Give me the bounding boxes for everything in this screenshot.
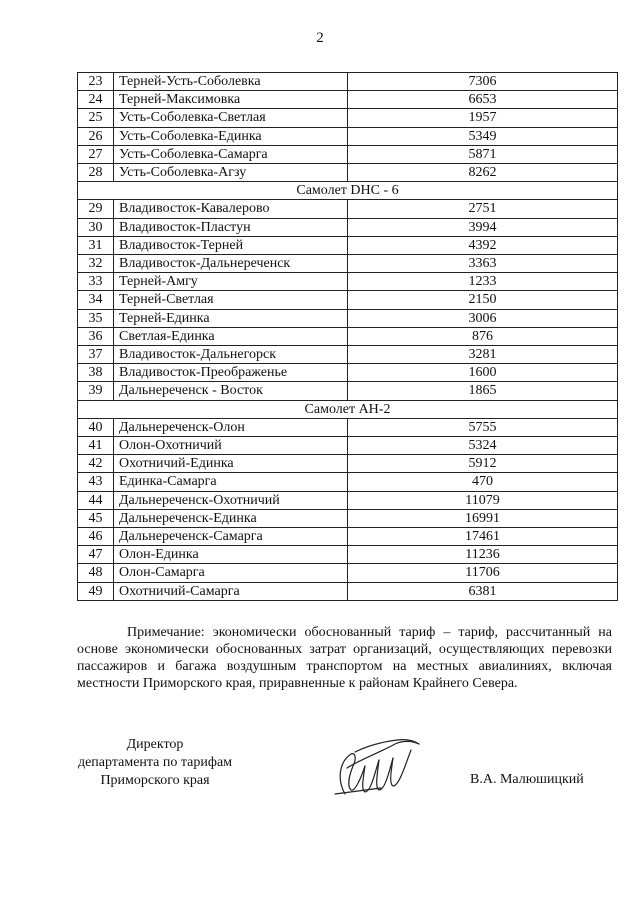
section-title: Самолет DHC - 6 (78, 182, 618, 200)
page-number: 2 (316, 30, 324, 46)
signatory-position (60, 736, 250, 790)
row-number: 36 (78, 327, 114, 345)
route-name: Владивосток-Дальнегорск (114, 346, 348, 364)
table-row (78, 364, 618, 382)
tariff-value: 3006 (348, 309, 618, 327)
route-name: Усть-Соболевка-Светлая (114, 109, 348, 127)
row-number: 38 (78, 364, 114, 382)
tariff-value: 6381 (348, 582, 618, 600)
tariff-value: 1600 (348, 364, 618, 382)
route-name: Дальнереченск-Олон (114, 418, 348, 436)
table-row (78, 200, 618, 218)
row-number: 40 (78, 418, 114, 436)
table-row (78, 273, 618, 291)
row-number: 28 (78, 164, 114, 182)
tariff-value: 8262 (348, 164, 618, 182)
route-name: Владивосток-Дальнереченск (114, 255, 348, 273)
tariff-value: 3363 (348, 255, 618, 273)
table-row (78, 564, 618, 582)
tariff-table-body (78, 73, 618, 601)
table-row (78, 346, 618, 364)
route-name: Терней-Светлая (114, 291, 348, 309)
table-row (78, 473, 618, 491)
row-number: 47 (78, 546, 114, 564)
tariff-table (77, 72, 618, 601)
table-row (78, 582, 618, 600)
route-name: Охотничий-Самарга (114, 582, 348, 600)
tariff-value: 1957 (348, 109, 618, 127)
tariff-value: 5871 (348, 145, 618, 163)
row-number: 48 (78, 564, 114, 582)
route-name: Дальнереченск-Единка (114, 509, 348, 527)
table-row (78, 73, 618, 91)
row-number: 35 (78, 309, 114, 327)
route-name: Терней-Максимовка (114, 91, 348, 109)
row-number: 26 (78, 127, 114, 145)
row-number: 45 (78, 509, 114, 527)
table-row (78, 236, 618, 254)
row-number: 32 (78, 255, 114, 273)
route-name: Светлая-Единка (114, 327, 348, 345)
signatory-position-line: Приморского края (100, 773, 210, 788)
tariff-value: 2150 (348, 291, 618, 309)
row-number: 42 (78, 455, 114, 473)
tariff-value: 16991 (348, 509, 618, 527)
row-number: 25 (78, 109, 114, 127)
row-number: 29 (78, 200, 114, 218)
table-row (78, 455, 618, 473)
table-row (78, 109, 618, 127)
handwritten-signature-icon (325, 732, 425, 802)
table-row (78, 418, 618, 436)
route-name: Олон-Единка (114, 546, 348, 564)
row-number: 27 (78, 145, 114, 163)
row-number: 41 (78, 437, 114, 455)
table-row (78, 546, 618, 564)
route-name: Усть-Соболевка-Самарга (114, 145, 348, 163)
tariff-value: 2751 (348, 200, 618, 218)
section-header-row (78, 400, 618, 418)
row-number: 44 (78, 491, 114, 509)
route-name: Дальнереченск - Восток (114, 382, 348, 400)
row-number: 46 (78, 528, 114, 546)
table-row (78, 291, 618, 309)
tariff-value: 3281 (348, 346, 618, 364)
note-paragraph: Примечание: экономически обоснованный тариф – тариф, рассчитанный на основе экономически обоснованных затрат организаций, осуществляющих перевозки пассажиров и багажа воздушным транспортом на местных авиалиниях, включая местности Приморского края, приравненные к районам Крайнего Севера. (77, 625, 612, 691)
row-number: 33 (78, 273, 114, 291)
tariff-value: 4392 (348, 236, 618, 254)
tariff-value: 5324 (348, 437, 618, 455)
route-name: Дальнереченск-Охотничий (114, 491, 348, 509)
tariff-value: 1233 (348, 273, 618, 291)
tariff-value: 470 (348, 473, 618, 491)
tariff-value: 5349 (348, 127, 618, 145)
row-number: 39 (78, 382, 114, 400)
table-row (78, 327, 618, 345)
table-row (78, 491, 618, 509)
table-row (78, 91, 618, 109)
tariff-value: 17461 (348, 528, 618, 546)
table-row (78, 127, 618, 145)
signatory-position-line: департамента по тарифам (77, 755, 233, 770)
route-name: Олон-Охотничий (114, 437, 348, 455)
tariff-value: 7306 (348, 73, 618, 91)
table-row (78, 164, 618, 182)
row-number: 23 (78, 73, 114, 91)
tariff-value: 1865 (348, 382, 618, 400)
route-name: Терней-Усть-Соболевка (114, 73, 348, 91)
section-title: Самолет АН-2 (78, 400, 618, 418)
route-name: Охотничий-Единка (114, 455, 348, 473)
route-name: Владивосток-Кавалерово (114, 200, 348, 218)
section-header-row (78, 182, 618, 200)
row-number: 37 (78, 346, 114, 364)
table-row (78, 382, 618, 400)
tariff-value: 3994 (348, 218, 618, 236)
signatory-name: В.А. Малюшицкий (470, 772, 584, 787)
route-name: Владивосток-Терней (114, 236, 348, 254)
route-name: Терней-Амгу (114, 273, 348, 291)
route-name: Единка-Самарга (114, 473, 348, 491)
row-number: 43 (78, 473, 114, 491)
route-name: Терней-Единка (114, 309, 348, 327)
table-row (78, 509, 618, 527)
route-name: Усть-Соболевка-Единка (114, 127, 348, 145)
tariff-value: 876 (348, 327, 618, 345)
row-number: 34 (78, 291, 114, 309)
table-row (78, 145, 618, 163)
table-row (78, 437, 618, 455)
table-row (78, 309, 618, 327)
table-row (78, 528, 618, 546)
tariff-value: 5755 (348, 418, 618, 436)
signatory-position-line: Директор (126, 737, 184, 752)
row-number: 30 (78, 218, 114, 236)
row-number: 31 (78, 236, 114, 254)
tariff-value: 5912 (348, 455, 618, 473)
route-name: Владивосток-Пластун (114, 218, 348, 236)
route-name: Олон-Самарга (114, 564, 348, 582)
route-name: Владивосток-Преображенье (114, 364, 348, 382)
tariff-value: 11236 (348, 546, 618, 564)
route-name: Усть-Соболевка-Агзу (114, 164, 348, 182)
tariff-value: 6653 (348, 91, 618, 109)
table-row (78, 218, 618, 236)
tariff-value: 11706 (348, 564, 618, 582)
row-number: 24 (78, 91, 114, 109)
tariff-value: 11079 (348, 491, 618, 509)
table-row (78, 255, 618, 273)
row-number: 49 (78, 582, 114, 600)
route-name: Дальнереченск-Самарга (114, 528, 348, 546)
